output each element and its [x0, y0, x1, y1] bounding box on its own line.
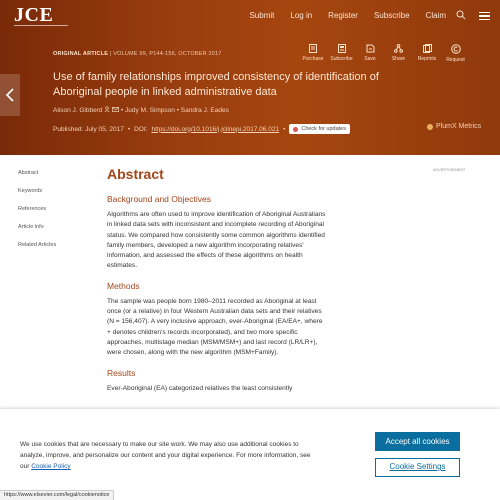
plumx-icon [427, 124, 433, 130]
doi-link[interactable]: https://doi.org/10.1016/j.jclinepi.2017.06.021 [151, 125, 280, 133]
sidenav-abstract[interactable]: Abstract [18, 170, 39, 176]
crossmark-icon [293, 127, 298, 132]
top-navigation [0, 0, 500, 36]
article-header [0, 0, 500, 155]
share-icon [394, 44, 403, 53]
author-name[interactable]: Sandra J. Eades [180, 107, 229, 114]
meta-separator: • [127, 125, 131, 133]
reprints-label: Reprints [417, 56, 437, 62]
author-name[interactable]: Judy M. Simpson [125, 107, 175, 114]
person-icon [104, 106, 110, 112]
search-icon[interactable] [456, 10, 466, 20]
nav-links [249, 11, 446, 20]
email-icon[interactable] [112, 107, 119, 112]
section-text: The sample was people born 1980–2011 recorded as Aboriginal at least once (or a relative) in four Western Australian data sets and their relatives (N = 156,407). A very inclusive approach, ever-Aboriginal (EA/EA+, where + denotes children's records incorporated), and two more specific approaches, multistage median (MSM/MSM+) and last record (LR/LR+), were chosen, along with the new algorithm (MSM+Family). [107, 297, 323, 357]
author-name[interactable]: Alison J. Gibberd [53, 107, 103, 114]
accept-all-cookies-button[interactable]: Accept all cookies [375, 432, 460, 451]
nav-submit[interactable]: Submit [249, 11, 275, 20]
subscribe-button[interactable] [329, 44, 355, 63]
nav-login[interactable]: Log in [290, 11, 313, 20]
section-text: Algorithms are often used to improve identification of Aboriginal Australians in linked data sets with inconsistent and incomplete recording of Aboriginal status. We compared how consistently some common algorithms identified family members, developed a new algorithm incorporating relatives' information, and assessed the effects of these algorithms on health estimates. [107, 211, 326, 270]
cookie-message [20, 439, 320, 472]
cookie-text: We use cookies that are necessary to make our site work. We may also use additional cookies to analyze, improve, and personalize our content and your digital experience. For more information, see our [20, 441, 311, 470]
save-icon [366, 44, 375, 53]
article-type: ORIGINAL ARTICLE [53, 51, 109, 57]
share-label: Share [391, 56, 406, 62]
doi-label: DOI: [134, 125, 148, 133]
request-label: Request [446, 57, 465, 63]
cookie-policy-link[interactable]: Cookie Policy [31, 463, 71, 470]
cookie-banner [0, 409, 500, 500]
article-title: Use of family relationships improved consistency of identification of Aboriginal people in linked administrative data [53, 71, 379, 98]
section-heading: Results [107, 367, 136, 378]
article-sidenav [18, 170, 56, 260]
article-actions [300, 44, 471, 63]
document-icon [309, 44, 317, 53]
cookie-settings-button[interactable]: Cookie Settings [375, 458, 460, 477]
share-button[interactable] [386, 44, 412, 63]
abstract-section [107, 166, 327, 403]
journal-logo[interactable]: JCE [14, 4, 54, 26]
purchase-button[interactable] [300, 44, 326, 63]
logo-underline [14, 25, 68, 28]
newspaper-icon [338, 44, 346, 53]
sidenav-keywords[interactable]: Keywords [18, 188, 43, 194]
section-heading: Methods [107, 280, 140, 291]
nav-claim[interactable]: Claim [425, 11, 446, 20]
meta-separator: • [283, 125, 286, 133]
status-bar-url: https://www.elsevier.com/legal/cookienotice [0, 490, 114, 500]
plumx-label: PlumX Metrics [436, 123, 482, 130]
menu-icon[interactable] [479, 12, 490, 20]
section-heading: Background and Objectives [107, 194, 211, 204]
article-meta [53, 51, 222, 57]
author-separator: • [120, 107, 126, 114]
copyright-icon [451, 44, 461, 54]
volume-info: VOLUME 99, P144-156, OCTOBER 2017 [113, 51, 222, 57]
author-separator: • [176, 107, 181, 114]
check-for-updates-button[interactable] [289, 124, 350, 134]
subscribe-label: Subscribe [330, 56, 353, 62]
meta-separator: | [109, 51, 114, 57]
chevron-left-icon [5, 88, 15, 102]
published-date: Published: July 05, 2017 [53, 125, 124, 133]
plumx-metrics[interactable] [427, 123, 481, 130]
sidenav-references[interactable]: References [18, 206, 47, 212]
reprints-button[interactable] [414, 44, 440, 63]
save-button[interactable] [357, 44, 383, 63]
save-label: Save [364, 56, 376, 62]
advertisement-label: ADVERTISEMENT [433, 168, 466, 172]
request-button[interactable] [443, 44, 469, 63]
check-updates-label: Check for updates [301, 126, 346, 132]
nav-register[interactable]: Register [328, 11, 358, 20]
abstract-heading: Abstract [107, 166, 164, 182]
purchase-label: Purchase [302, 56, 324, 62]
nav-subscribe[interactable]: Subscribe [373, 11, 410, 20]
author-list [53, 106, 229, 114]
publication-row [53, 124, 350, 134]
sidenav-article-info[interactable]: Article info [18, 224, 44, 230]
sidenav-related-articles[interactable]: Related Articles [18, 242, 57, 248]
reprints-icon [423, 44, 432, 53]
previous-article-tab[interactable] [0, 74, 20, 116]
section-text: Ever-Aboriginal (EA) categorized relatives the least consistently [107, 384, 293, 392]
